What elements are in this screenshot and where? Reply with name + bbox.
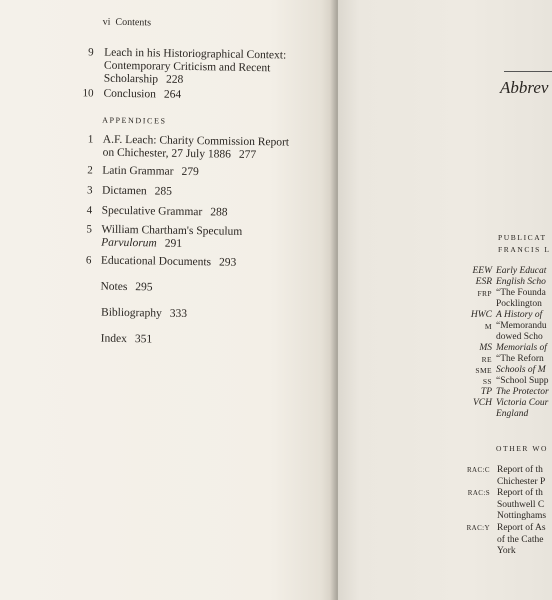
entry-line: Parvulorum bbox=[101, 236, 157, 250]
toc-entry-index[interactable] bbox=[101, 333, 153, 347]
other-work-key: RAC:Y bbox=[466, 524, 490, 532]
toc-entry-appendix-5[interactable] bbox=[86, 223, 243, 252]
appendix-number: 1 bbox=[87, 133, 94, 146]
page-number: 277 bbox=[238, 148, 257, 162]
publications-heading-line-1: PUBLICAT bbox=[498, 233, 547, 242]
abbreviation-text: The Protector bbox=[496, 387, 549, 397]
abbreviation-text: A History of bbox=[496, 310, 543, 320]
entry-line: Leach in his Historiographical Context: bbox=[104, 46, 287, 62]
abbreviation-key: EEW bbox=[472, 266, 492, 276]
page-number: 288 bbox=[210, 206, 228, 219]
toc-entry-bibliography[interactable] bbox=[101, 307, 187, 321]
abbreviation-text: Schools of M bbox=[496, 365, 546, 375]
other-work-text bbox=[497, 465, 545, 488]
left-page-content bbox=[0, 0, 338, 346]
page-number: 279 bbox=[181, 165, 199, 179]
other-work-line: Chichester P bbox=[497, 476, 546, 487]
abbreviation-key: FRP bbox=[477, 289, 492, 298]
appendix-number: 3 bbox=[86, 184, 93, 197]
abbreviation-text: Victoria Cour bbox=[496, 398, 549, 408]
abbreviation-text: “The Reforn bbox=[496, 354, 544, 364]
toc-entry-appendix-4[interactable] bbox=[86, 204, 228, 220]
toc-entry-notes[interactable] bbox=[100, 281, 152, 295]
other-work-line: of the Cathe bbox=[497, 534, 544, 545]
toc-entry-chapter-9[interactable] bbox=[88, 46, 287, 89]
toc-entry-appendix-1[interactable] bbox=[87, 133, 290, 163]
entry-line: Scholarship bbox=[103, 72, 159, 86]
page-number: 291 bbox=[164, 237, 183, 250]
abbreviation-text: “Memorandu bbox=[496, 321, 547, 331]
other-work-line: Report of th bbox=[497, 465, 543, 475]
page-title: Abbrev bbox=[500, 78, 549, 97]
running-head bbox=[103, 17, 152, 29]
appendix-number: 6 bbox=[85, 254, 92, 267]
other-work-key: RAC:S bbox=[467, 489, 490, 497]
abbreviation-text: “The Founda bbox=[496, 288, 546, 298]
abbreviation-key: SME bbox=[475, 366, 492, 375]
toc-entry-appendix-3[interactable] bbox=[86, 184, 173, 199]
publications-heading-line-2: FRANCIS L bbox=[498, 245, 551, 254]
other-works-heading: OTHER WO bbox=[496, 444, 549, 453]
abbreviation-text: dowed Scho bbox=[496, 332, 543, 342]
page-number: 264 bbox=[163, 88, 182, 101]
other-work-line: Report of As bbox=[497, 523, 546, 533]
other-work-line: York bbox=[497, 546, 516, 556]
abbreviation-key: VCH bbox=[473, 398, 492, 408]
entry-line: Latin Grammar bbox=[102, 164, 174, 178]
toc-entry-chapter-10[interactable] bbox=[82, 87, 182, 102]
other-work-text bbox=[497, 523, 546, 558]
page-number: 333 bbox=[169, 307, 188, 320]
abbreviation-key: M bbox=[484, 322, 492, 331]
abbreviation-key: MS bbox=[479, 343, 492, 353]
abbreviation-key: ESR bbox=[475, 277, 492, 287]
abbreviation-text: “School Supp bbox=[496, 376, 549, 386]
running-head-title: Contents bbox=[115, 16, 152, 29]
entry-line: Educational Documents bbox=[100, 254, 212, 269]
abbreviation-key: HWC bbox=[470, 310, 492, 320]
other-work-key: RAC:C bbox=[466, 466, 490, 474]
abbreviation-text: Pocklington bbox=[496, 299, 542, 309]
abbreviation-text: English Scho bbox=[496, 277, 546, 287]
page-number: 293 bbox=[218, 256, 237, 269]
entry-line: Dictamen bbox=[101, 184, 147, 198]
toc-entry-appendix-6[interactable] bbox=[85, 254, 237, 270]
abbreviation-text: Memorials of bbox=[496, 343, 547, 353]
abbreviation-key: RE bbox=[481, 355, 492, 364]
other-work-line: Report of th bbox=[497, 488, 543, 498]
page-number: 295 bbox=[135, 281, 153, 294]
abbreviation-key: TP bbox=[480, 387, 492, 397]
title-rule bbox=[504, 71, 552, 72]
appendix-number: 4 bbox=[86, 204, 93, 217]
chapter-number: 10 bbox=[82, 87, 94, 100]
chapter-number: 9 bbox=[88, 46, 94, 59]
abbreviation-text: Early Educat bbox=[496, 266, 547, 276]
page-number: 228 bbox=[165, 73, 184, 86]
entry-line: Contemporary Criticism and Recent bbox=[103, 59, 271, 75]
entry-line: A.F. Leach: Charity Commission Report bbox=[102, 133, 290, 149]
entry-label: Bibliography bbox=[101, 306, 162, 320]
right-page bbox=[338, 0, 552, 600]
toc-entry-appendix-2[interactable] bbox=[87, 164, 199, 180]
other-work-line: Nottinghams bbox=[497, 511, 547, 521]
entry-label: Notes bbox=[100, 280, 128, 294]
other-work-text bbox=[497, 488, 546, 523]
abbreviation-text: England bbox=[496, 409, 529, 419]
appendices-heading: APPENDICES bbox=[102, 115, 167, 126]
other-work-line: Southwell C bbox=[497, 499, 545, 510]
appendix-number: 5 bbox=[86, 223, 93, 236]
entry-label: Index bbox=[100, 332, 127, 346]
abbreviation-key: SS bbox=[482, 377, 492, 386]
entry-line: on Chichester, 27 July 1886 bbox=[102, 146, 231, 161]
entry-line: Speculative Grammar bbox=[101, 204, 203, 219]
entry-line: Conclusion bbox=[103, 87, 157, 101]
running-head-page: vi bbox=[102, 16, 111, 28]
page-number: 351 bbox=[134, 333, 153, 346]
entry-line: William Chartham's Speculum bbox=[101, 223, 243, 238]
page-number: 285 bbox=[154, 185, 173, 198]
appendix-number: 2 bbox=[87, 164, 93, 177]
